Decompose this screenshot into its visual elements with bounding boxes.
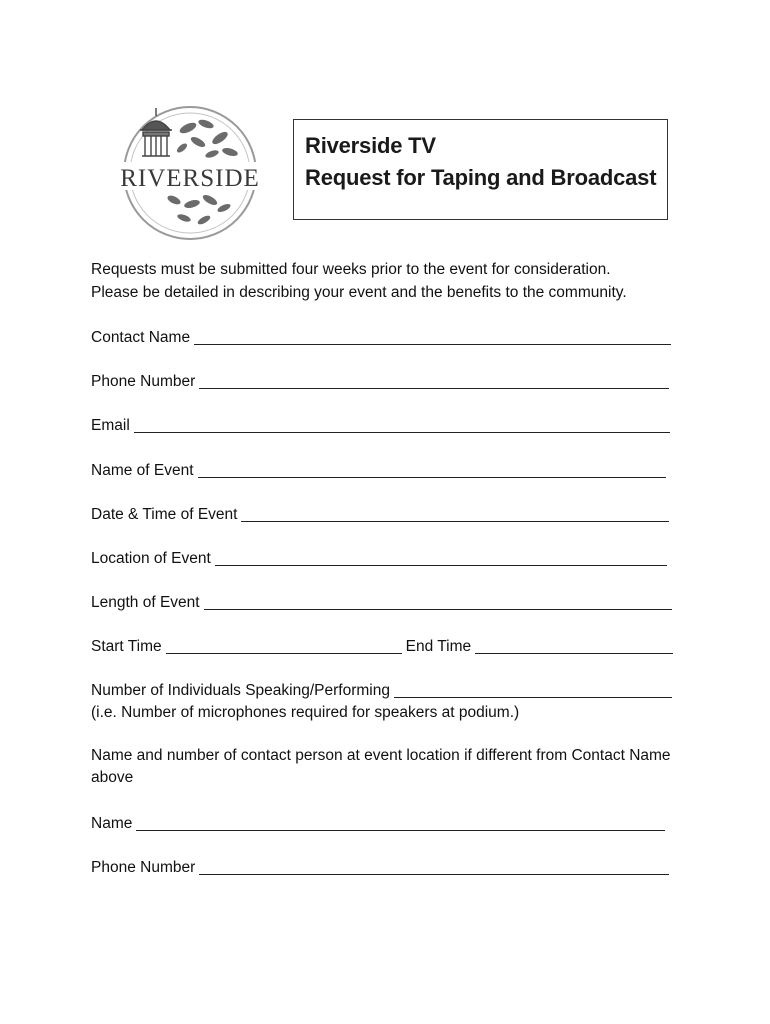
event-name-label: Name of Event xyxy=(91,462,194,479)
event-name-row xyxy=(91,457,666,481)
page-title: Riverside TV xyxy=(305,133,436,158)
onsite-name-label: Name xyxy=(91,815,133,832)
onsite-phone-row xyxy=(91,854,669,878)
num-speakers-note: (i.e. Number of microphones required for speakers at podium.) xyxy=(91,704,520,721)
end-time-label: End Time xyxy=(405,638,472,655)
logo-wordmark: RIVERSIDE xyxy=(120,165,260,192)
title-box xyxy=(293,119,668,220)
num-speakers-label: Number of Individuals Speaking/Performing xyxy=(91,682,390,699)
phone-number-field[interactable] xyxy=(199,388,669,389)
event-datetime-row xyxy=(91,501,669,525)
start-end-time-row xyxy=(91,633,673,657)
email-row xyxy=(91,412,670,436)
event-name-field[interactable] xyxy=(198,477,666,478)
contact-name-row xyxy=(91,324,671,348)
onsite-name-row xyxy=(91,810,665,834)
email-field[interactable] xyxy=(134,432,670,433)
contact-name-field[interactable] xyxy=(194,344,671,345)
email-label: Email xyxy=(91,417,130,434)
num-speakers-field[interactable] xyxy=(394,697,672,698)
onsite-phone-field[interactable] xyxy=(199,874,669,875)
riverside-logo xyxy=(112,104,268,242)
event-length-field[interactable] xyxy=(204,609,672,610)
start-time-field[interactable] xyxy=(166,653,402,654)
event-location-label: Location of Event xyxy=(91,550,211,567)
intro-line-2: Please be detailed in describing your event and the benefits to the community. xyxy=(91,284,627,301)
event-length-row xyxy=(91,589,672,613)
intro-text xyxy=(91,258,691,304)
phone-number-label: Phone Number xyxy=(91,373,196,390)
onsite-contact-prompt: Name and number of contact person at event location if different from Contact Name above xyxy=(91,747,671,786)
event-datetime-field[interactable] xyxy=(241,521,669,522)
contact-name-label: Contact Name xyxy=(91,329,191,346)
event-location-row xyxy=(91,545,667,569)
event-location-field[interactable] xyxy=(215,565,667,566)
event-datetime-label: Date & Time of Event xyxy=(91,506,238,523)
gazebo-leaves-seal-icon xyxy=(112,104,268,242)
intro-line-1: Requests must be submitted four weeks prior to the event for consideration. xyxy=(91,261,611,278)
event-length-label: Length of Event xyxy=(91,594,200,611)
num-speakers-row xyxy=(91,677,672,701)
end-time-field[interactable] xyxy=(475,653,673,654)
phone-number-row xyxy=(91,368,669,392)
start-time-label: Start Time xyxy=(91,638,162,655)
page-subtitle: Request for Taping and Broadcast xyxy=(305,165,657,190)
onsite-name-field[interactable] xyxy=(136,830,665,831)
onsite-phone-label: Phone Number xyxy=(91,859,196,876)
